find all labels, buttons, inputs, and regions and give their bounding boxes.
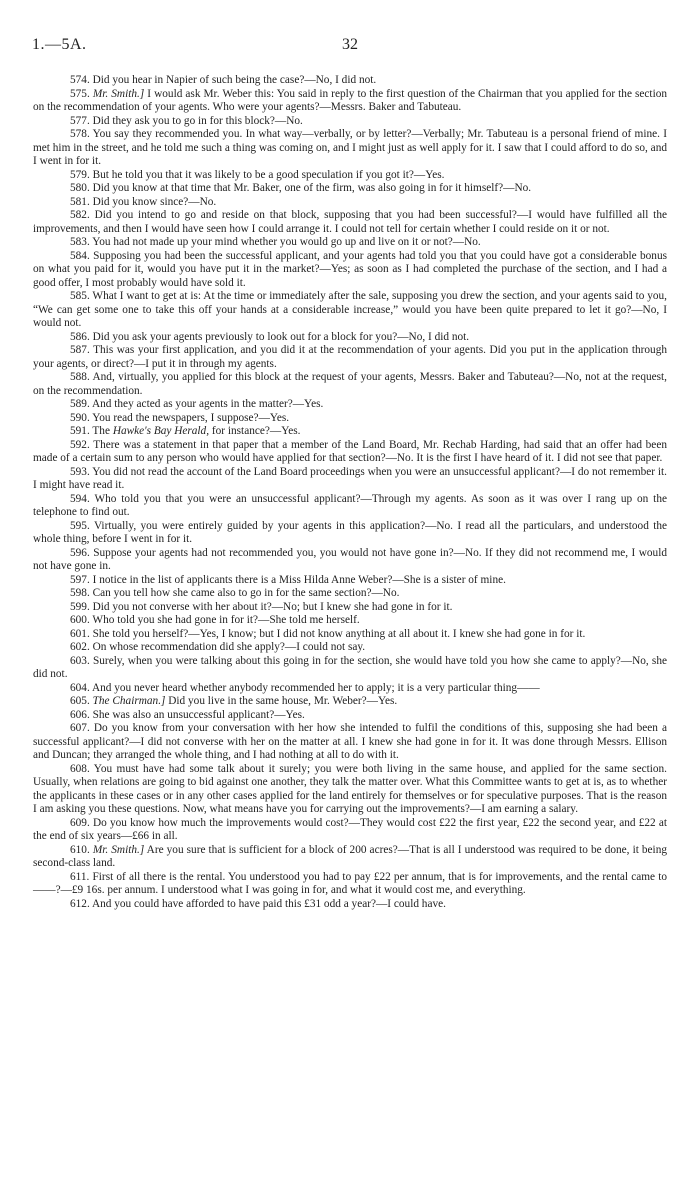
question-number: 608. — [70, 762, 90, 775]
newspaper-title: Hawke's Bay Herald, — [112, 425, 210, 437]
speaker-label: The Chairman.] — [92, 695, 166, 707]
question-paragraph — [33, 439, 667, 466]
speaker-label: Mr. Smith.] — [92, 843, 145, 856]
question-number: 578. — [70, 128, 90, 140]
question-number: 605. — [70, 695, 90, 707]
question-number: 598. — [70, 587, 90, 599]
question-paragraph — [33, 574, 667, 588]
question-text: She told you herself?—Yes, I know; but I did not know anything at all about it. I knew she had gone in for it. — [92, 627, 586, 640]
question-number: 612. — [70, 897, 90, 910]
question-text: Did you intend to go and reside on that block, supposing that you had been successful?—I would have fulfilled all the improvements, and then I would have seen how I could arrange it. I could not tell for certain whether I could reside on it or not. — [33, 209, 667, 235]
question-number: 592. — [70, 438, 90, 451]
question-number: 589. — [70, 398, 90, 410]
question-paragraph — [33, 398, 667, 412]
question-text: Did you know at that time that Mr. Baker, one of the firm, was also going in for it himself?—No. — [92, 182, 532, 194]
question-text: Did you not converse with her about it?—No; but I knew she had gone in for it. — [92, 600, 453, 613]
question-text: I would ask Mr. Weber this: You said in reply to the first question of the Chairman that you applied for the section on the recommendation of your agents. Who were your agents?—Messrs. Baker and Tabuteau. — [33, 87, 668, 113]
question-paragraph — [33, 412, 667, 426]
speaker-label: Mr. Smith.] — [92, 87, 145, 100]
question-paragraph — [33, 844, 667, 871]
question-paragraph — [33, 682, 667, 696]
question-paragraph — [33, 628, 667, 642]
question-paragraph — [33, 74, 667, 88]
question-paragraph — [33, 722, 667, 763]
document-reference: 1.—5A. — [32, 36, 87, 53]
question-text: You had not made up your mind whether you would go up and live on it or not?—No. — [92, 236, 481, 248]
question-number: 581. — [70, 195, 90, 208]
question-text: And they acted as your agents in the matter?—Yes. — [91, 398, 324, 410]
question-number: 591. — [70, 425, 90, 437]
question-number: 602. — [70, 641, 90, 653]
question-text: You must have had some talk about it surely; you were both living in the same house, and applied for the same section. Usually, when relations are going to bid against one another, they talk the matter over. What this Committee wants to get at is, as to whether the applicants in these cases or in any other cases applied for the land entirely for themselves or for speculative purposes. That is the reason I am asking you these questions. Now, what means have you for carrying out the improvements?—I am earning a salary. — [33, 762, 668, 815]
question-text: Do you know from your conversation with her how she intended to fulfil the conditions of this, supposing she had been a successful applicant?—I did not converse with her on the matter at all. I knew she had gone in for it. It was done through Messrs. Ellison and Duncan; they arranged the whole thing, and I had nothing at all to do with it. — [33, 722, 668, 761]
question-number: 595. — [70, 519, 90, 532]
question-text: And you could have afforded to have paid this £31 odd a year?—I could have. — [91, 897, 446, 910]
question-paragraph — [33, 425, 667, 439]
question-text: On whose recommendation did she apply?—I could not say. — [92, 641, 366, 653]
question-number: 604. — [70, 681, 90, 694]
question-number: 575. — [70, 87, 90, 100]
question-text: Did you know since?—No. — [92, 195, 217, 208]
question-paragraph — [33, 655, 667, 682]
question-text: Suppose your agents had not recommended you, you would not have gone in?—No. If they did not recommend me, I would not have gone in. — [33, 546, 667, 572]
question-paragraph — [33, 709, 667, 723]
question-paragraph — [33, 898, 667, 912]
question-number: 597. — [70, 573, 90, 586]
question-paragraph — [33, 466, 667, 493]
page-number: 32 — [342, 36, 358, 53]
question-number: 600. — [70, 614, 90, 626]
question-number: 579. — [70, 168, 90, 181]
question-paragraph — [33, 695, 667, 709]
question-paragraph — [33, 493, 667, 520]
question-number: 601. — [70, 627, 90, 640]
question-text: Did you hear in Napier of such being the case?—No, I did not. — [92, 74, 377, 86]
question-number: 582. — [70, 209, 90, 221]
question-number: 611. — [70, 870, 90, 883]
question-text: Did you live in the same house, Mr. Weber?—Yes. — [168, 695, 398, 707]
question-paragraph — [33, 371, 667, 398]
question-number: 577. — [70, 114, 90, 127]
question-paragraph — [33, 763, 667, 817]
question-text: First of all there is the rental. You understood you had to pay £22 per annum, that is for improvements, and the rental came to ——?—£9 16s. per annum. I understood what I was going in for, and what it would cost me, and everything. — [33, 870, 667, 896]
page-header — [32, 38, 668, 58]
question-paragraph — [33, 250, 667, 291]
question-paragraph — [33, 169, 667, 183]
question-number: 596. — [70, 546, 90, 559]
question-paragraph — [33, 115, 667, 129]
question-number: 587. — [70, 344, 90, 356]
question-text: You say they recommended you. In what way—verbally, or by letter?—Verbally; Mr. Tabuteau is a personal friend of mine. I met him in the street, and he told me such a thing was coming on, and I might just as well apply for it. I saw that I could afford to do so, and I went in for it. — [33, 128, 667, 167]
question-text: Who told you that you were an unsuccessful applicant?—Through my agents. As soon as it was over I rang up on the telephone to find out. — [33, 492, 667, 518]
question-paragraph — [33, 290, 667, 331]
question-number: 599. — [70, 600, 90, 613]
question-text: Did you ask your agents previously to look out for a block for you?—No, I did not. — [92, 330, 470, 343]
question-paragraph — [33, 88, 667, 115]
question-number: 603. — [70, 654, 90, 667]
question-text: Who told you she had gone in for it?—She told me herself. — [92, 614, 360, 626]
question-paragraph — [33, 587, 667, 601]
question-number: 584. — [70, 249, 90, 262]
question-text: Virtually, you were entirely guided by your agents in this application?—No. I read all the particulars, and understood the whole thing, before I went in for it. — [33, 519, 668, 545]
question-text: Can you tell how she came also to go in for the same section?—No. — [92, 587, 400, 599]
question-paragraph — [33, 344, 667, 371]
question-number: 606. — [70, 708, 90, 721]
question-number: 585. — [70, 290, 90, 302]
question-text: What I want to get at is: At the time or immediately after the sale, supposing you drew the section, and your agents said to you, “We can get some one to take this off your hands at a considerable increase,” would you have been quite prepared to let it go?—No, I would not. — [33, 290, 667, 329]
question-text: You read the newspapers, I suppose?—Yes. — [92, 411, 290, 424]
question-number: 588. — [70, 371, 90, 383]
question-paragraph — [33, 196, 667, 210]
question-text: And you never heard whether anybody recommended her to apply; it is a very particular thing—— — [91, 681, 540, 694]
question-paragraph — [33, 601, 667, 615]
question-paragraph — [33, 817, 667, 844]
question-paragraph — [33, 209, 667, 236]
question-text: I notice in the list of applicants there is a Miss Hilda Anne Weber?—She is a sister of mine. — [92, 573, 506, 586]
question-text: Did they ask you to go in for this block?—No. — [92, 114, 303, 127]
question-number: 610. — [70, 843, 90, 856]
question-paragraph — [33, 236, 667, 250]
question-number: 594. — [70, 492, 90, 505]
question-text: And, virtually, you applied for this block at the request of your agents, Messrs. Baker and Tabuteau?—No, not at the request, on the recommendation. — [33, 371, 667, 397]
question-paragraph — [33, 614, 667, 628]
testimony-body — [33, 74, 667, 911]
question-number: 574. — [70, 74, 90, 86]
question-text: But he told you that it was likely to be a good speculation if you got it?—Yes. — [92, 168, 445, 181]
question-paragraph — [33, 641, 667, 655]
question-text: Surely, when you were talking about this going in for the section, she would have told you how she came to apply?—No, she did not. — [33, 654, 667, 680]
question-paragraph — [33, 871, 667, 898]
question-number: 583. — [70, 236, 90, 248]
question-number: 607. — [70, 722, 90, 734]
question-text: She was also an unsuccessful applicant?—Yes. — [92, 708, 305, 721]
question-text: This was your first application, and you did it at the recommendation of your agents. Did you put in the application through your agents, or direct?—I put it in through my agents. — [33, 344, 667, 370]
question-text: Are you sure that is sufficient for a block of 200 acres?—That is all I understood was required to be done, it being second-class land. — [33, 843, 667, 869]
question-number: 590. — [70, 411, 90, 424]
question-paragraph — [33, 520, 667, 547]
question-text: There was a statement in that paper that a member of the Land Board, Mr. Rechab Harding, had said that an offer had been made of a certain sum to any person who would have applied for that section?—No. It is the first I have heard of it. I did not see that paper. — [33, 438, 667, 464]
question-number: 586. — [70, 330, 90, 343]
question-text: Supposing you had been the successful applicant, and your agents had told you that you could have got a considerable bonus on what you paid for it, would you have put it in the market?—Yes; as soon as I had completed the purchase of the section, and I had a good offer, I most probably would have sold it. — [33, 249, 668, 289]
question-text: Do you know how much the improvements would cost?—They would cost £22 the first year, £22 the second year, and £22 at the end of six years—£66 in all. — [33, 816, 667, 842]
question-paragraph — [33, 331, 667, 345]
question-number: 593. — [70, 465, 90, 478]
question-number: 609. — [70, 816, 90, 829]
question-paragraph — [33, 182, 667, 196]
question-paragraph — [33, 547, 667, 574]
question-text: You did not read the account of the Land Board proceedings when you were an unsuccessful applicant?—I do not remember it. I might have read it. — [33, 465, 667, 491]
text-prefix: The — [92, 425, 110, 437]
question-number: 580. — [70, 182, 90, 194]
question-text: for instance?—Yes. — [211, 425, 301, 437]
question-paragraph — [33, 128, 667, 169]
